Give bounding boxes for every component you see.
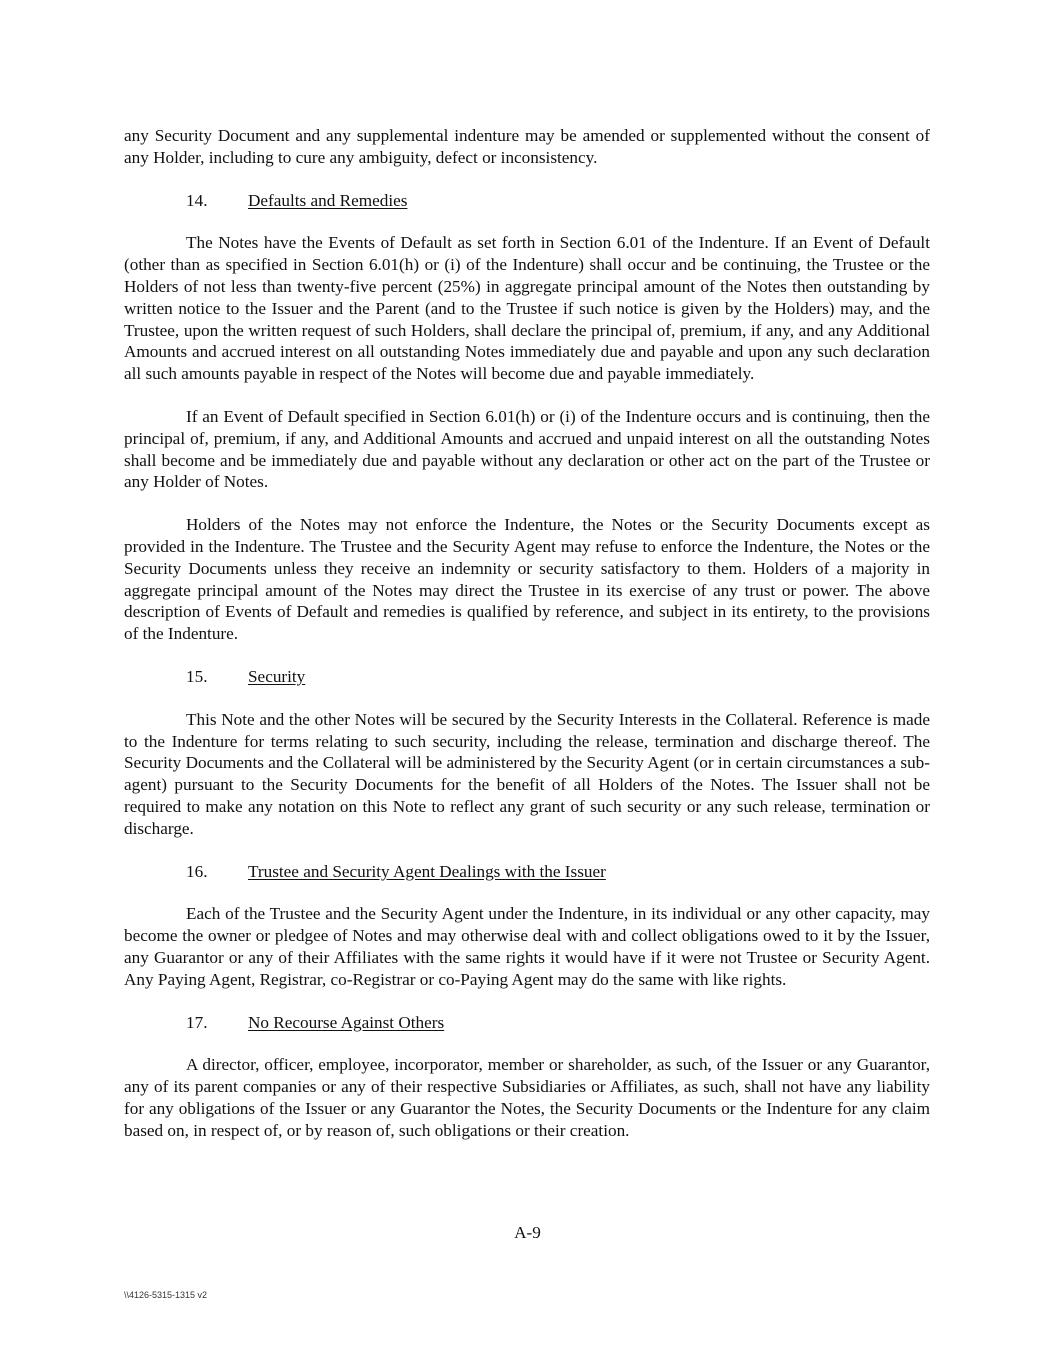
section-14-paragraph-2: If an Event of Default specified in Section 6.01(h) or (i) of the Indenture occurs and is continuing, then the principal of, premium, if any, and Additional Amounts and accrued and unpaid interest on all the outstanding Notes shall become and be immediately due and payable without any declaration or other act on the part of the Trustee or any Holder of Notes. <box>124 406 930 492</box>
page-number: A-9 <box>514 1223 541 1242</box>
section-title: No Recourse Against Others <box>248 1012 445 1032</box>
section-heading-17 <box>124 1012 930 1034</box>
section-number: 16. <box>186 861 208 881</box>
section-number: 17. <box>186 1012 208 1032</box>
section-15-paragraph-1: This Note and the other Notes will be secured by the Security Interests in the Collateral. Reference is made to the Indenture for terms relating to such security, including the release, termination and discharge thereof. The Security Documents and the Collateral will be administered by the Security Agent (or in certain circumstances a sub-agent) pursuant to the Security Documents for the benefit of all Holders of the Notes. The Issuer shall not be required to make any notation on this Note to reflect any grant of such security or any such release, termination or discharge. <box>124 709 930 838</box>
section-title: Defaults and Remedies <box>248 190 408 210</box>
intro-paragraph: any Security Document and any supplemental indenture may be amended or supplemented without the consent of any Holder, including to cure any ambiguity, defect or inconsistency. <box>124 126 930 167</box>
document-page <box>124 125 930 1141</box>
section-14-paragraph-1: The Notes have the Events of Default as set forth in Section 6.01 of the Indenture. If an Event of Default (other than as specified in Section 6.01(h) or (i) of the Indenture) shall occur and be continuing, the Trustee or the Holders of not less than twenty-five percent (25%) in aggregate principal amount of the Notes then outstanding by written notice to the Issuer and the Parent (and to the Trustee if such notice is given by the Holders) may, and the Trustee, upon the written request of such Holders, shall declare the principal of, premium, if any, and any Additional Amounts and accrued interest on all outstanding Notes immediately due and payable and upon any such declaration all such amounts payable in respect of the Notes will become due and payable immediately. <box>124 233 930 384</box>
section-heading-15 <box>124 666 930 688</box>
section-number: 15. <box>186 666 208 686</box>
document-id: \\4126-5315-1315 v2 <box>124 1290 208 1300</box>
section-14-paragraph-3: Holders of the Notes may not enforce the Indenture, the Notes or the Security Documents except as provided in the Indenture. The Trustee and the Security Agent may refuse to enforce the Indenture, the Notes or the Security Documents unless they receive an indemnity or security satisfactory to them. Holders of a majority in aggregate principal amount of the Notes may direct the Trustee in its exercise of any trust or power. The above description of Events of Default and remedies is qualified by reference, and subject in its entirety, to the provisions of the Indenture. <box>124 515 930 644</box>
section-heading-14 <box>124 190 930 212</box>
section-title: Trustee and Security Agent Dealings with the Issuer <box>248 861 606 881</box>
section-16-paragraph-1: Each of the Trustee and the Security Agent under the Indenture, in its individual or any other capacity, may become the owner or pledgee of Notes and may otherwise deal with and collect obligations owed to it by the Issuer, any Guarantor or any of their Affiliates with the same rights it would have if it were not Trustee or Security Agent. Any Paying Agent, Registrar, co-Registrar or co-Paying Agent may do the same with like rights. <box>124 904 930 989</box>
section-heading-16 <box>124 861 930 883</box>
section-title: Security <box>248 666 306 686</box>
section-17-paragraph-1: A director, officer, employee, incorporator, member or shareholder, as such, of the Issuer or any Guarantor, any of its parent companies or any of their respective Subsidiaries or Affiliates, as such, shall not have any liability for any obligations of the Issuer or any Guarantor the Notes, the Security Documents or the Indenture for any claim based on, in respect of, or by reason of, such obligations or their creation. <box>124 1055 930 1140</box>
section-number: 14. <box>186 190 208 210</box>
